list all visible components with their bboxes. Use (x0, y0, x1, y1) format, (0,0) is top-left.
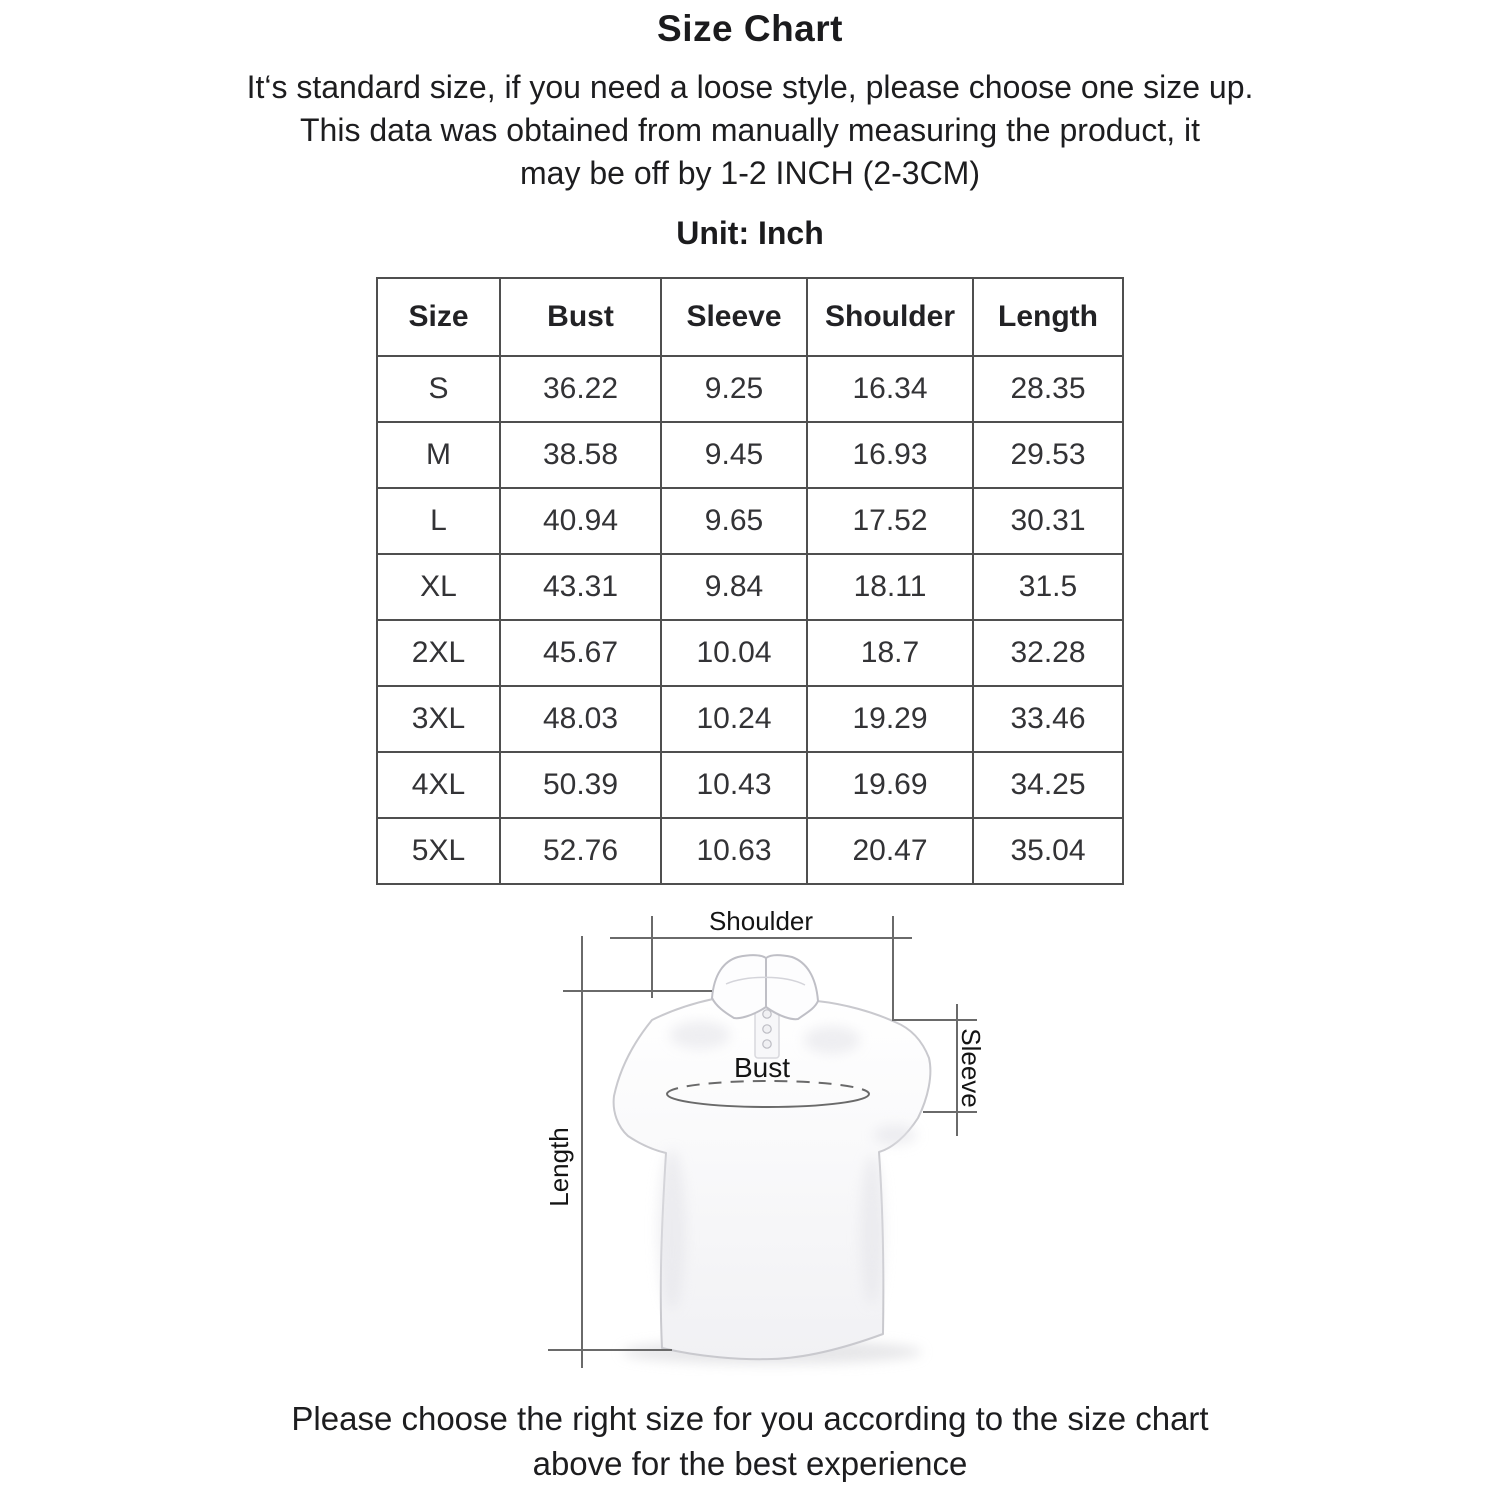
shoulder-label: Shoulder (708, 906, 814, 936)
size-table (376, 277, 1124, 885)
measurement-cell: 19.29 (807, 686, 973, 752)
size-cell: XL (377, 554, 500, 620)
size-cell: M (377, 422, 500, 488)
table-row (377, 356, 1123, 422)
measurement-cell: 19.69 (807, 752, 973, 818)
size-note-line: may be off by 1-2 INCH (2-3CM) (520, 155, 980, 191)
measurement-cell: 38.58 (500, 422, 661, 488)
unit-label: Unit: Inch (676, 215, 824, 251)
footer-note-line: Please choose the right size for you according to the size chart (291, 1400, 1209, 1437)
measurement-cell: 10.24 (661, 686, 807, 752)
table-row (377, 752, 1123, 818)
measurement-cell: 35.04 (973, 818, 1123, 884)
size-note-line: It‘s standard size, if you need a loose style, please choose one size up. (246, 69, 1254, 105)
sleeve-label: Sleeve (956, 1028, 986, 1108)
size-cell: 4XL (377, 752, 500, 818)
table-row (377, 620, 1123, 686)
size-cell: 3XL (377, 686, 500, 752)
measurement-cell: 10.63 (661, 818, 807, 884)
measurement-cell: 16.34 (807, 356, 973, 422)
measurement-cell: 10.43 (661, 752, 807, 818)
table-header-cell: Shoulder (807, 278, 973, 356)
measurement-cell: 10.04 (661, 620, 807, 686)
measurement-cell: 16.93 (807, 422, 973, 488)
measurement-cell: 33.46 (973, 686, 1123, 752)
measurement-cell: 40.94 (500, 488, 661, 554)
size-cell: L (377, 488, 500, 554)
measurement-cell: 34.25 (973, 752, 1123, 818)
length-label: Length (544, 1127, 574, 1207)
measurement-cell: 43.31 (500, 554, 661, 620)
table-header-cell: Sleeve (661, 278, 807, 356)
table-header-cell: Size (377, 278, 500, 356)
measurement-cell: 29.53 (973, 422, 1123, 488)
measurement-cell: 48.03 (500, 686, 661, 752)
measurement-cell: 17.52 (807, 488, 973, 554)
table-row (377, 488, 1123, 554)
size-cell: 2XL (377, 620, 500, 686)
measurement-cell: 31.5 (973, 554, 1123, 620)
table-row (377, 686, 1123, 752)
measurement-cell: 18.11 (807, 554, 973, 620)
measurement-cell: 9.84 (661, 554, 807, 620)
measurement-cell: 9.25 (661, 356, 807, 422)
table-header-cell: Length (973, 278, 1123, 356)
footer-note (0, 1396, 1500, 1486)
measurement-cell: 52.76 (500, 818, 661, 884)
size-cell: S (377, 356, 500, 422)
table-row (377, 818, 1123, 884)
footer-note-line: above for the best experience (532, 1445, 968, 1482)
size-note-line: This data was obtained from manually measuring the product, it (299, 112, 1200, 148)
size-note (0, 66, 1500, 195)
buttons (763, 1010, 771, 1048)
page-title: Size Chart (657, 8, 843, 49)
size-cell: 5XL (377, 818, 500, 884)
table-row (377, 422, 1123, 488)
measurement-cell: 50.39 (500, 752, 661, 818)
bust-label: Bust (733, 1052, 791, 1083)
measurement-cell: 18.7 (807, 620, 973, 686)
measurement-cell: 32.28 (973, 620, 1123, 686)
measurement-cell: 45.67 (500, 620, 661, 686)
measurement-cell: 36.22 (500, 356, 661, 422)
measurement-cell: 30.31 (973, 488, 1123, 554)
shirt-measurement-diagram (500, 890, 1060, 1390)
measurement-cell: 9.45 (661, 422, 807, 488)
table-header-cell: Bust (500, 278, 661, 356)
table-header-row (377, 278, 1123, 356)
measurement-cell: 9.65 (661, 488, 807, 554)
measurement-cell: 20.47 (807, 818, 973, 884)
table-row (377, 554, 1123, 620)
measurement-cell: 28.35 (973, 356, 1123, 422)
